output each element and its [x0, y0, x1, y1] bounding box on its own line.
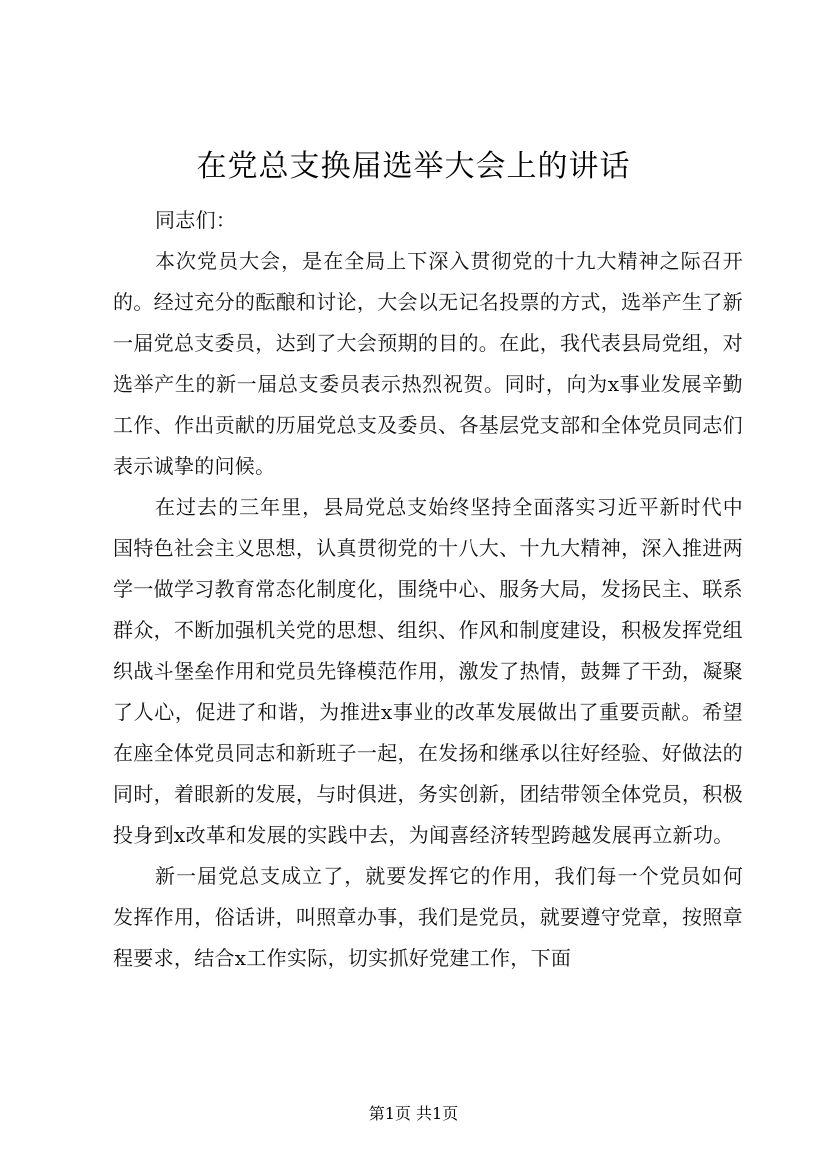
body-paragraph-2: 在过去的三年里，县局党总支始终坚持全面落实习近平新时代中国特色社会主义思想，认真贯彻党的十八大、十九大精神，深入推进两学一做学习教育常态化制度化，围绕中心、服务大局，发扬民主、联系群众，不断加强机关党的思想、组织、作风和制度建设，积极发挥党组织战斗堡垒作用和党员先锋模范作用，激发了热情，鼓舞了干劲，凝聚了人心，促进了和谐，为推进x事业的改革发展做出了重要贡献。希望在座全体党员同志和新班子一起，在发扬和继承以往好经验、好做法的同时，着眼新的发展，与时俱进，务实创新，团结带领全体党员，积极投身到x改革和发展的实践中去，为闻喜经济转型跨越发展再立新功。 — [113, 495, 743, 847]
salutation-paragraph: 同志们： — [155, 208, 237, 232]
body-paragraph-1: 本次党员大会，是在全局上下深入贯彻党的十九大精神之际召开的。经过充分的酝酿和讨论，大会以无记名投票的方式，选举产生了新一届党总支委员，达到了大会预期的目的。在此，我代表县局党组，对选举产生的新一届总支委员表示热烈祝贺。同时，向为x事业发展辛勤工作、作出贡献的历届党总支及委员、各基层党支部和全体党员同志们表示诚挚的问候。 — [113, 249, 743, 478]
document-body — [113, 200, 743, 979]
document-title: 在党总支换届选举大会上的讲话 — [196, 149, 631, 184]
body-paragraph-3: 新一届党总支成立了，就要发挥它的作用，我们每一个党员如何发挥作用，俗话讲，叫照章办事，我们是党员，就要遵守党章，按照章程要求，结合x工作实际，切实抓好党建工作，下面 — [113, 864, 743, 970]
page-number-footer: 第1页 共1页 — [368, 1104, 459, 1123]
